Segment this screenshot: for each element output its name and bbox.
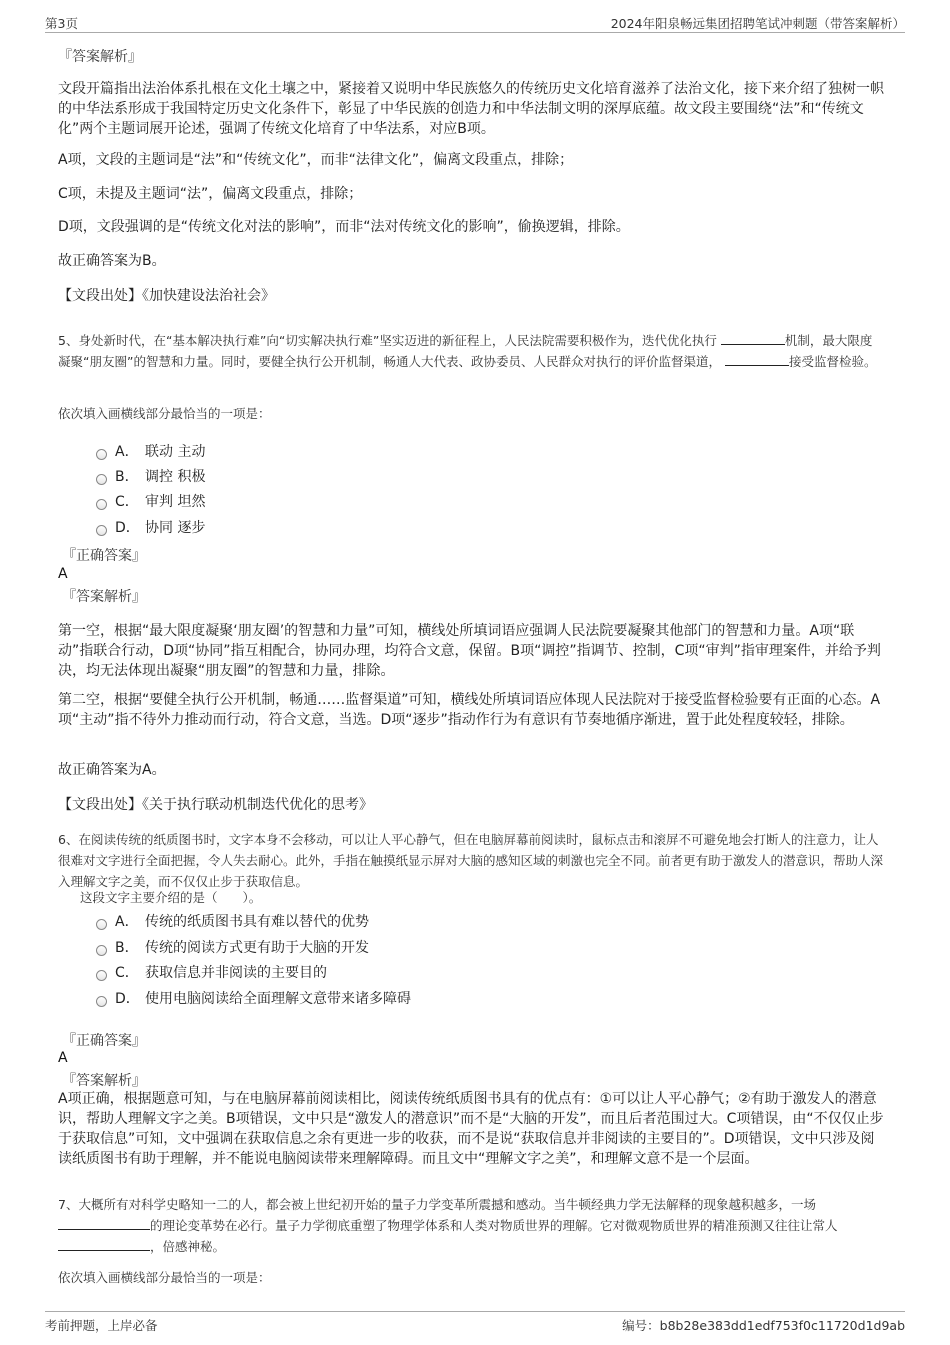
q5-correct-answer: A <box>58 566 68 582</box>
option-key: B． <box>115 940 139 956</box>
radio-button-icon[interactable] <box>96 919 107 930</box>
q4-source: 【文段出处】《加快建设法治社会》 <box>58 288 275 304</box>
radio-button-icon[interactable] <box>96 996 107 1007</box>
code-label: 编号： <box>622 1318 660 1333</box>
q4-analysis-option-a: A项，文段的主题词是“法”和“传统文化”，而非“法律文化”，偏离文段重点，排除； <box>58 152 574 168</box>
option-key: A． <box>115 444 139 460</box>
document-title: 2024年阳泉畅远集团招聘笔试冲刺题（带答案解析） <box>610 16 905 31</box>
q5-option-d[interactable] <box>96 516 205 538</box>
q5-analysis-paragraph-1: 第一空，根据“最大限度凝聚‘朋友圈’的智慧和力量”可知，横线处所填词语应强调人民法院要凝聚其他部门的智慧和力量。A项“联动”指联合行动，D项“协同”指互相配合，协同办理，均符合文意，保留。B项“调控”指调节、控制，C项“审判”指审理案件，并给予判决，均无法体现出凝聚“朋友圈”的智慧和力量，排除。 <box>58 623 881 679</box>
q6-option-b[interactable] <box>96 936 369 958</box>
q5-stem <box>58 330 884 372</box>
q5-conclusion: 故正确答案为A。 <box>58 762 166 778</box>
q5-prompt: 依次填入画横线部分最恰当的一项是： <box>58 406 271 421</box>
q6-analysis: A项正确，根据题意可知，与在电脑屏幕前阅读相比，阅读传统纸质图书具有的优点有：①可以让人平心静气；②有助于激发人的潜意识，帮助人理解文字之美。B项错误，文中只是“激发人的潜意识”而不是“大脑的开发”，而且后者范围过大。C项错误，由“不仅仅止步于获取信息”可知，文中强调在获取信息之余有更进一步的收获，而不是说“获取信息并非阅读的主要目的”。D项错误，文中只涉及阅读纸质图书有助于理解，并不能说电脑阅读带来理解障碍。而且文中“理解文字之美”，和理解文意不是一个层面。 <box>58 1091 884 1167</box>
page-header <box>45 14 905 33</box>
option-key: A． <box>115 914 139 930</box>
option-key: B． <box>115 469 139 485</box>
q5-correct-label: 『正确答案』 <box>62 548 146 564</box>
q5-blank-1 <box>721 331 785 345</box>
option-text: 传统的纸质图书具有难以替代的优势 <box>145 914 369 930</box>
q4-analysis-label: 『答案解析』 <box>58 49 142 65</box>
q6-prompt: 这段文字主要介绍的是（ ）。 <box>80 890 262 905</box>
q4-analysis-option-d: D项，文段强调的是“传统文化对法的影响”，而非“法对传统文化的影响”，偷换逻辑，排除。 <box>58 219 630 235</box>
option-text: 调控 积极 <box>145 469 206 485</box>
q6-correct-label: 『正确答案』 <box>62 1033 146 1049</box>
q5-source: 【文段出处】《关于执行联动机制迭代优化的思考》 <box>58 797 373 813</box>
q6-option-a[interactable] <box>96 910 369 932</box>
code-value: b8b28e383dd1edf753f0c11720d1d9ab <box>659 1318 905 1333</box>
q7-prompt: 依次填入画横线部分最恰当的一项是： <box>58 1270 271 1285</box>
radio-button-icon[interactable] <box>96 474 107 485</box>
option-text: 联动 主动 <box>145 444 206 460</box>
q4-conclusion: 故正确答案为B。 <box>58 253 166 269</box>
q6-correct-answer: A <box>58 1050 68 1066</box>
q5-blank-2 <box>725 352 789 366</box>
q7-stem-part3: ，倍感神秘。 <box>150 1239 226 1254</box>
q7-blank-2 <box>58 1237 150 1251</box>
q7-stem-part2: 的理论变革势在必行。量子力学彻底重塑了物理学体系和人类对物质世界的理解。它对微观物质世界的精准预测又往往让常人 <box>150 1218 838 1233</box>
q6-option-c[interactable] <box>96 961 327 983</box>
q6-option-d[interactable] <box>96 987 411 1009</box>
q7-blank-1 <box>58 1216 150 1230</box>
q5-option-a[interactable] <box>96 440 205 462</box>
radio-button-icon[interactable] <box>96 499 107 510</box>
page-number: 第3页 <box>45 16 78 31</box>
document-code <box>622 1316 905 1334</box>
q6-stem: 6、在阅读传统的纸质图书时，文字本身不会移动，可以让人平心静气，但在电脑屏幕前阅读时，鼠标点击和滚屏不可避免地会打断人的注意力，让人很难对文字进行全面把握，令人失去耐心。此外，手指在触摸纸显示屏对大脑的感知区域的刺激也完全不同。前者更有助于激发人的潜意识，帮助人深入理解文字之美，而不仅仅止步于获取信息。 <box>58 832 884 889</box>
option-text: 协同 逐步 <box>145 520 206 536</box>
option-key: C． <box>115 494 139 510</box>
q5-stem-part2: 机制，最大限度凝聚“朋友圈”的智慧和力量。同时，要健全执行公开机制，畅通人大代表、政协委员、人民群众对执行的评价监督渠道， <box>58 333 873 369</box>
q7-stem <box>58 1194 884 1257</box>
q4-analysis-paragraph: 文段开篇指出法治体系扎根在文化土壤之中，紧接着又说明中华民族悠久的传统历史文化培育滋养了法治文化，接下来介绍了独树一帜的中华法系形成于我国特定历史文化条件下，彰显了中华民族的创造力和中华法制文明的深厚底蕴。故文段主要围绕“法”和“传统文化”两个主题词展开论述，强调了传统文化培育了中华法系，对应B项。 <box>58 81 884 137</box>
q5-analysis-paragraph-2: 第二空，根据“要健全执行公开机制，畅通……监督渠道”可知，横线处所填词语应体现人民法院对于接受监督检验要有正面的心态。A项“主动”指不待外力推动而行动，符合文意，当选。D项“逐步”指动作行为有意识有节奏地循序渐进，置于此处程度较轻，排除。 <box>58 692 881 728</box>
q5-stem-part1: 5、身处新时代，在“基本解决执行难”向“切实解决执行难”坚实迈进的新征程上，人民法院需要积极作为，迭代优化执行 <box>58 333 721 348</box>
radio-button-icon[interactable] <box>96 449 107 460</box>
q5-analysis-label: 『答案解析』 <box>62 589 146 605</box>
radio-button-icon[interactable] <box>96 525 107 536</box>
option-text: 传统的阅读方式更有助于大脑的开发 <box>145 940 369 956</box>
option-text: 审判 坦然 <box>145 494 206 510</box>
q7-stem-part1: 7、大概所有对科学史略知一二的人，都会被上世纪初开始的量子力学变革所震撼和感动。当牛顿经典力学无法解释的现象越积越多，一场 <box>58 1197 816 1212</box>
q6-analysis-label: 『答案解析』 <box>62 1073 146 1089</box>
footer-slogan: 考前押题，上岸必备 <box>45 1318 158 1333</box>
q5-stem-part3: 接受监督检验。 <box>788 354 877 369</box>
q5-option-b[interactable] <box>96 465 205 487</box>
option-text: 使用电脑阅读给全面理解文意带来诸多障碍 <box>145 991 411 1007</box>
radio-button-icon[interactable] <box>96 945 107 956</box>
page-footer <box>45 1311 905 1332</box>
option-text: 获取信息并非阅读的主要目的 <box>145 965 327 981</box>
q5-option-c[interactable] <box>96 490 205 512</box>
option-key: D． <box>115 991 140 1007</box>
option-key: C． <box>115 965 139 981</box>
option-key: D． <box>115 520 140 536</box>
radio-button-icon[interactable] <box>96 970 107 981</box>
q4-analysis-option-c: C项，未提及主题词“法”，偏离文段重点，排除； <box>58 186 363 202</box>
